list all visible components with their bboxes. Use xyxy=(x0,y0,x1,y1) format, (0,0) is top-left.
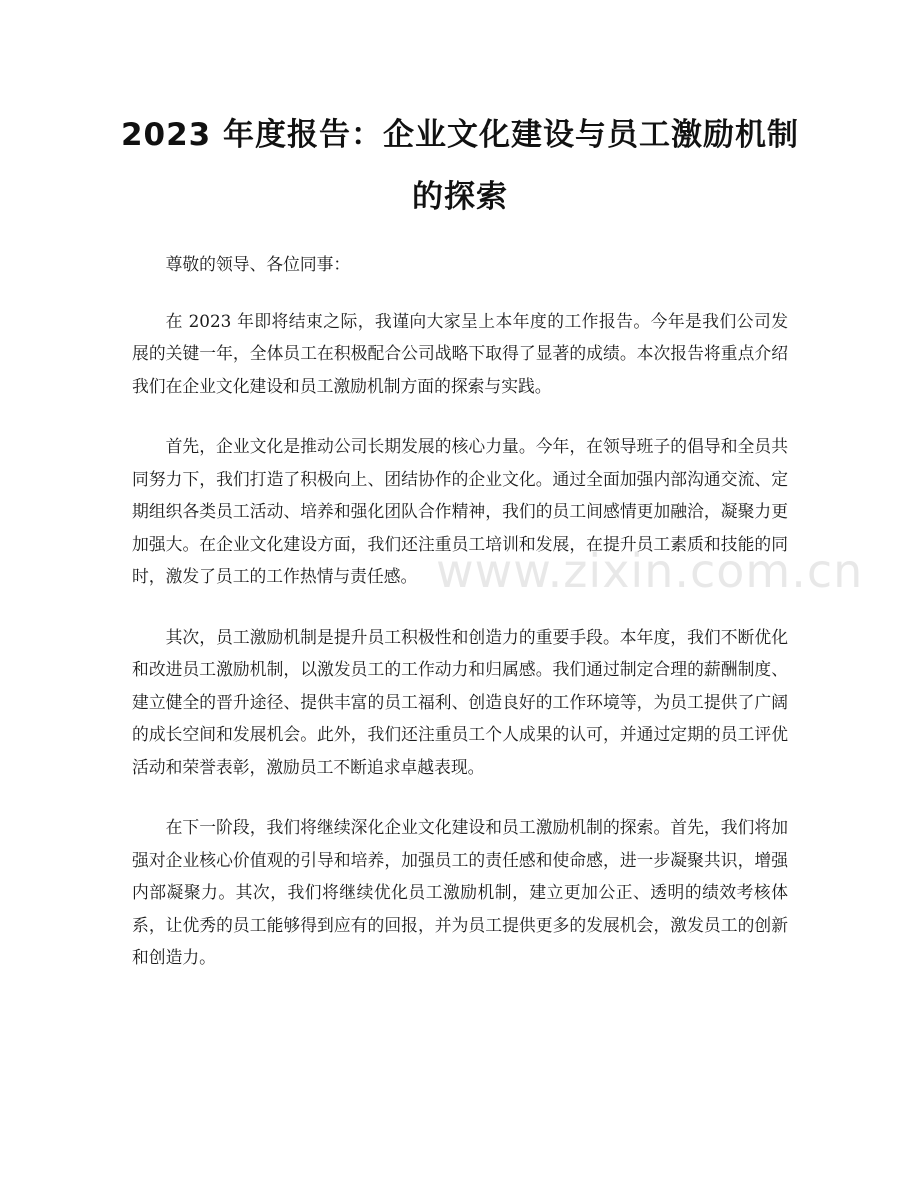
document-body xyxy=(132,248,788,1002)
paragraph-intro: 在 2023 年即将结束之际，我谨向大家呈上本年度的工作报告。今年是我们公司发展的关键一年，全体员工在积极配合公司战略下取得了显著的成绩。本次报告将重点介绍我们在企业文化建设和员工激励机制方面的探索与实践。 xyxy=(132,310,788,396)
document-title: 2023 年度报告：企业文化建设与员工激励机制的探索 xyxy=(120,117,800,215)
paragraph-incentive: 其次，员工激励机制是提升员工积极性和创造力的重要手段。本年度，我们不断优化和改进员工激励机制，以激发员工的工作动力和归属感。我们通过制定合理的薪酬制度、建立健全的晋升途径、提供丰富的员工福利、创造良好的工作环境等，为员工提供了广阔的成长空间和发展机会。此外，我们还注重员工个人成果的认可，并通过定期的员工评优活动和荣誉表彰，激励员工不断追求卓越表现。 xyxy=(132,626,788,777)
paragraph-next-stage: 在下一阶段，我们将继续深化企业文化建设和员工激励机制的探索。首先，我们将加强对企业核心价值观的引导和培养，加强员工的责任感和使命感，进一步凝聚共识，增强内部凝聚力。其次，我们将继续优化员工激励机制，建立更加公正、透明的绩效考核体系，让优秀的员工能够得到应有的回报，并为员工提供更多的发展机会，激发员工的创新和创造力。 xyxy=(132,817,788,967)
greeting: 尊敬的领导、各位同事： xyxy=(165,254,351,274)
paragraph-culture: 首先，企业文化是推动公司长期发展的核心力量。今年，在领导班子的倡导和全员共同努力下，我们打造了积极向上、团结协作的企业文化。通过全面加强内部沟通交流、定期组织各类员工活动、培养和强化团队合作精神，我们的员工间感情更加融洽，凝聚力更加强大。在企业文化建设方面，我们还注重员工培训和发展，在提升员工素质和技能的同时，激发了员工的工作热情与责任感。 xyxy=(132,436,788,586)
watermark: www.zixin.com.cn xyxy=(436,544,864,598)
